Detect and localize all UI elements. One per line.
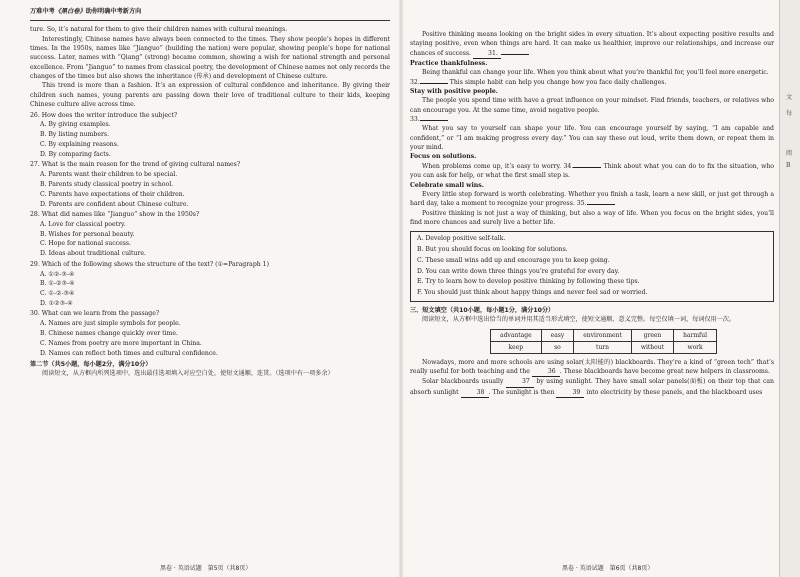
word-bank-cell: turn (574, 341, 632, 353)
paragraph: The people you spend time with have a great influence on your mindset. Find friends, teachers, or relatives who can encourage you. At the same time, avoid negative people. (410, 97, 774, 114)
box-option[interactable]: B. But you should focus on looking for solutions. (417, 245, 568, 253)
paragraph: ture. So, it’s natural for them to give their children names with cultural meanings. (30, 26, 288, 34)
page-footer: 黑卷 · 英语试题 第6页（共8页） (562, 564, 654, 572)
answer-option[interactable]: A. Names are just simple symbols for people. (40, 320, 181, 328)
box-option[interactable]: E. Try to learn how to develop positive thinking by following these tips. (417, 278, 640, 286)
word-bank-cell: so (541, 341, 574, 353)
word-bank-cell: harmful (674, 329, 717, 341)
paragraph: Nowadays, more and more schools are using solar(太阳能的) blackboards. They’re a kind of “green tech” that’s really useful for both teaching and the 36 . These blackboards have become great new helpers in classrooms. (410, 358, 774, 378)
paragraph: Every little step forward is worth celebrating. Whether you finish a task, learn a new skill, or just get through a hard day, take a moment to recognize your progress. 35. (410, 190, 774, 208)
section-2-instructions: 阅读短文，从方框内所列选项中，选出最佳选项填入对应空白处，使短文通顺、连贯。（选项中有一项多余） (42, 370, 334, 378)
blank-39[interactable]: 39 (556, 388, 584, 398)
blank-33[interactable] (420, 120, 448, 121)
section-3-title: 三、短文填空（共10小题，每小题1分，满分10分） (410, 306, 555, 314)
paragraph: 32. This simple habit can help you change how you face daily challenges. (410, 78, 667, 86)
answer-option[interactable]: C. ①-②-③④ (40, 290, 75, 298)
section-3-instructions: 阅读短文，从方框中选出恰当的单词并用其适当形式填空，使短文通顺、意义完整。每空仅填一词，每词仅用一次。 (422, 316, 736, 324)
header-suffix: 助你明确中考新方向 (85, 8, 142, 15)
answer-option[interactable]: A. ①②-③-④ (40, 270, 75, 278)
answer-option[interactable]: D. By comparing facts. (40, 150, 111, 158)
question-stem: 27. What is the main reason for the trend of giving cultural names? (30, 161, 241, 169)
paragraph: What you say to yourself can shape your life. You can encourage yourself by saying, “I am capable and confident,” or “I am making progress every day.” You can say these out loud, write them down, or repeat them in your mind. (410, 125, 774, 152)
answer-option[interactable]: B. Wishes for personal beauty. (40, 230, 135, 238)
question-stem: 26. How does the writer introduce the subject? (30, 111, 178, 119)
box-option[interactable]: C. These small wins add up and encourage you to keep going. (417, 256, 610, 264)
word-bank-row (491, 341, 717, 353)
answer-option[interactable]: B. ①-②③-④ (40, 280, 75, 288)
answer-option[interactable]: C. Names from poetry are more important in China. (40, 339, 202, 347)
box-option[interactable]: A. Develop positive self-talk. (417, 235, 506, 243)
paragraph: Positive thinking is not just a way of thinking, but also a way of life. When you focus on the bright sides, you’ll find more chances and surely live a better life. (410, 209, 774, 226)
word-bank-cell: environment (574, 329, 632, 341)
page-header (30, 7, 390, 21)
answer-option[interactable]: A. By giving examples. (40, 121, 111, 129)
edge-mark: 阅 (786, 150, 793, 157)
edge-mark: B (786, 162, 791, 169)
subheading: Stay with positive people. (410, 88, 498, 96)
paragraph: Positive thinking means looking on the bright sides in every situation. It’s about expecting positive results and staying positive, even when things are hard. It can make us healthier, improve our relationships, and increase our chances of success. 31. (410, 30, 774, 59)
answer-option[interactable]: B. Chinese names change quickly over time. (40, 330, 178, 338)
paragraph: 33. (410, 115, 774, 124)
answer-option[interactable]: C. Parents have expectations of their children. (40, 190, 185, 198)
answer-option[interactable]: B. Parents study classical poetry in school. (40, 180, 174, 188)
answer-option[interactable]: C. By explaining reasons. (40, 141, 119, 149)
question-stem: 28. What did names like “Jianguo” show in the 1950s? (30, 210, 200, 218)
next-page-edge (779, 0, 800, 577)
word-bank-cell: advantage (491, 329, 542, 341)
answer-option[interactable]: A. Love for classical poetry. (40, 220, 126, 228)
header-brand: 《黑白卷》 (54, 8, 86, 15)
edge-mark: 文 (786, 94, 793, 101)
subheading: Celebrate small wins. (410, 181, 484, 189)
subheading: Focus on solutions. (410, 153, 477, 161)
blank-line (501, 54, 529, 55)
paragraph: Solar blackboards usually 37 by using sunlight. They have small solar panels(面板) on their top that can absorb sunlight 38 . The sunlight is then 39 into electricity by these panels, and the blackboard uses (410, 377, 774, 398)
word-bank-cell: green (631, 329, 673, 341)
answer-option[interactable]: D. ①②③-④ (40, 300, 73, 308)
section-2-title: 第二节（共5小题，每小题2分，满分10分） (30, 361, 152, 369)
question-list (30, 111, 390, 359)
word-bank-cell: keep (491, 341, 542, 353)
blank-37[interactable]: 37 (506, 377, 534, 387)
question-stem: 29. Which of the following shows the structure of the text? (①=Paragraph 1) (30, 260, 269, 268)
page-6 (402, 0, 780, 577)
options-box (410, 231, 774, 302)
blank-36[interactable]: 36 (532, 367, 560, 377)
question-stem: 30. What can we learn from the passage? (30, 310, 160, 318)
subheading: Practice thankfulness. (410, 60, 488, 68)
answer-option[interactable]: D. Names can reflect both times and cultural confidence. (40, 349, 218, 357)
word-bank (490, 329, 717, 354)
word-bank-row (491, 329, 717, 341)
word-bank-cell: work (674, 341, 717, 353)
paragraph: Interestingly, Chinese names have always been connected to the times. They show people’s hopes in different times. In the 1950s, names like “Jianguo” (building the nation) were popular, showing people’s hope for national success. Later, names with “Qiang” (strong) became common, showing a wish for national strength and personal excellence. From “Jianguo” to names from classical poetry, the development of Chinese names not only records the changes of the times but also shows the inheritance (传承) and development of Chinese culture. (30, 35, 390, 81)
paragraph: When problems come up, it’s easy to worry. 34. Think about what you can do to fix the situation, who you can ask for help, or what the first small step is. (410, 162, 775, 180)
answer-option[interactable]: D. Ideas about traditional culture. (40, 250, 146, 258)
blank-32[interactable] (420, 83, 448, 84)
answer-option[interactable]: A. Parents want their children to be special. (40, 171, 178, 179)
paragraph: This trend is more than a fashion. It’s an expression of cultural confidence and inheritance. By giving their children such names, young parents are passing down their love of traditional culture to their kids, keeping Chinese culture alive across time. (30, 82, 390, 109)
blank-34[interactable] (573, 167, 601, 168)
box-option[interactable]: D. You can write down three things you’re grateful for every day. (417, 267, 620, 275)
blank-35[interactable] (587, 204, 615, 205)
word-bank-cell: easy (541, 329, 574, 341)
page-footer: 黑卷 · 英语试题 第5页（共8页） (160, 564, 252, 572)
answer-option[interactable]: D. Parents are confident about Chinese culture. (40, 200, 189, 208)
answer-option[interactable]: C. Hope for national success. (40, 240, 131, 248)
blank-31[interactable]: 31. (473, 49, 501, 59)
word-bank-cell: without (631, 341, 673, 353)
edge-mark: 每 (786, 110, 793, 117)
blank-38[interactable]: 38 (461, 388, 489, 398)
box-option[interactable]: F. You should just think about happy things and never feel sad or worried. (417, 289, 648, 297)
answer-option[interactable]: B. By listing numbers. (40, 131, 110, 139)
header-prefix: 万难中考 (30, 8, 55, 15)
paragraph: Being thankful can change your life. When you think about what you’re thankful for, you’ll feel more energetic. (422, 69, 769, 77)
